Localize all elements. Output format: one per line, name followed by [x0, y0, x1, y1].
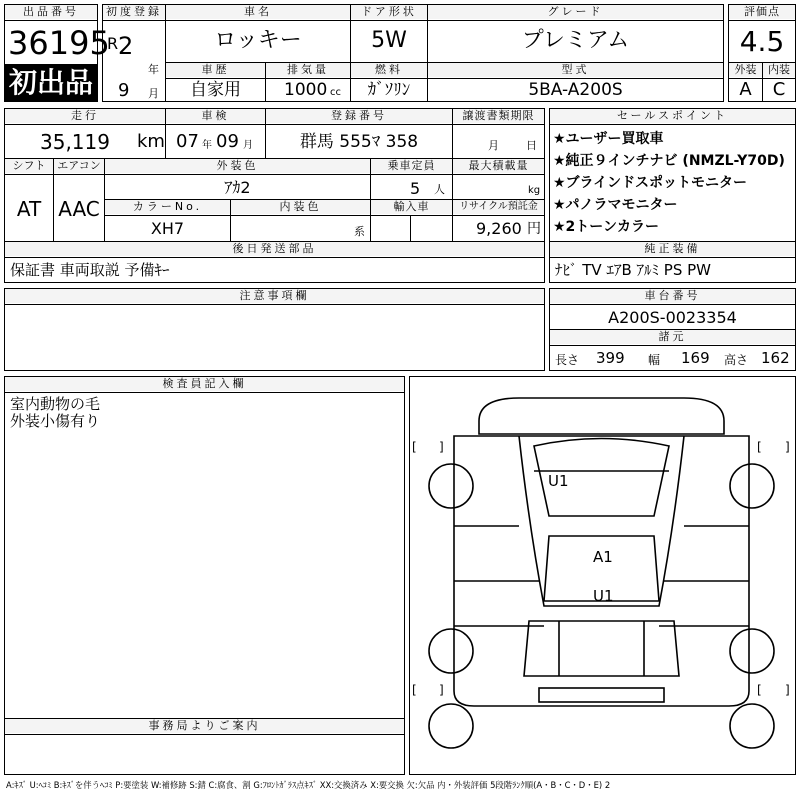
- int-score: C: [772, 79, 786, 100]
- inspector-label: 検査員記入欄: [5, 377, 404, 391]
- inspection-year: 07: [176, 131, 199, 152]
- inspection-year-unit: 年: [202, 140, 212, 151]
- wheel: [730, 629, 774, 673]
- int-color-unit: 系: [354, 225, 365, 238]
- selling-point: ★パノラマモニター: [553, 197, 678, 213]
- equipment-label: 純正装備: [550, 242, 795, 256]
- vehicle-diagram: [409, 376, 796, 775]
- import-label: 輸入車: [371, 200, 452, 214]
- month-unit: 月: [148, 87, 159, 100]
- office-label: 事務局よりご案内: [5, 719, 404, 733]
- shift-label: シフト: [5, 159, 53, 173]
- selling-point: ★2トーンカラー: [553, 219, 660, 235]
- mileage-unit: km: [137, 131, 165, 152]
- selling-point: ★ユーザー買取車: [553, 131, 664, 147]
- load-label: 最大積載量: [453, 159, 544, 173]
- color-no: XH7: [150, 219, 185, 238]
- selling-point: ★ブラインドスポットモニター: [553, 175, 747, 191]
- fuel: ｶﾞｿﾘﾝ: [367, 80, 411, 100]
- selling-points-label: セールスポイント: [550, 109, 795, 123]
- year-unit: 年: [148, 63, 159, 76]
- ext-score-label: 外装: [729, 63, 762, 77]
- chassis-number: A200S-0023354: [608, 308, 737, 327]
- first-reg-month: 9: [118, 80, 130, 101]
- mileage: 35,119: [40, 130, 110, 154]
- grade-label: グレード: [428, 5, 723, 19]
- lot-number: 36195: [8, 24, 110, 62]
- registration-label: 登録番号: [266, 109, 452, 123]
- first-reg-year: 2: [118, 32, 134, 60]
- wheel: [429, 704, 473, 748]
- specs-label: 諸元: [550, 330, 795, 344]
- damage-mark: U1: [593, 587, 614, 605]
- notes-label: 注意事項欄: [5, 289, 544, 303]
- load-unit: kg: [528, 185, 541, 196]
- fuel-label: 燃料: [351, 63, 427, 77]
- int-color-label: 内装色: [231, 200, 370, 214]
- door-type: 5W: [371, 28, 407, 53]
- recycle-amount: 9,260: [476, 219, 522, 238]
- aircon-label: エアコン: [54, 159, 104, 173]
- history-label: 車歴: [166, 63, 265, 77]
- svg-text:]: ]: [439, 440, 444, 454]
- car-name: ロッキー: [214, 28, 302, 53]
- recycle-unit: 円: [527, 221, 541, 237]
- era: R: [107, 34, 119, 53]
- aircon: AAC: [58, 197, 100, 221]
- displacement: 1000: [284, 80, 328, 100]
- shift: AT: [16, 197, 42, 221]
- svg-text:[: [: [757, 440, 762, 454]
- grade: プレミアム: [521, 28, 630, 53]
- transfer-day-unit: 日: [526, 139, 537, 152]
- inspector-box: [4, 376, 405, 775]
- height: 162: [761, 349, 790, 367]
- wheel: [429, 464, 473, 508]
- width: 169: [681, 349, 710, 367]
- car-name-label: 車名: [166, 5, 350, 19]
- svg-text:]: ]: [785, 683, 790, 697]
- selling-point: ★純正９インチナビ (NMZL-Y70D): [553, 153, 785, 169]
- height-label: 高さ: [724, 353, 749, 367]
- damage-legend: A:ｷｽﾞ U:ﾍｺﾐ B:ｷｽﾞを伴うﾍｺﾐ P:要塗装 W:補修跡 S:錆 C:腐食、割 G:ﾌﾛﾝﾄｶﾞﾗｽ点ｷｽﾞ XX:交換済み X:要交換 欠:欠品 内・外装評価 5段階ﾗﾝｸ順(A・B・C・D・E) 2: [6, 780, 611, 790]
- capacity-label: 乗車定員: [371, 159, 452, 173]
- door-label: ドア形状: [351, 5, 427, 19]
- history: 自家用: [190, 80, 241, 100]
- registration-number: 群馬 555ﾏ 358: [299, 132, 419, 152]
- later-parts: 保証書 車両取説 予備ｷｰ: [10, 261, 170, 279]
- transfer-label: 譲渡書類期限: [453, 109, 544, 123]
- transfer-month-unit: 月: [488, 139, 499, 152]
- damage-mark: U1: [548, 472, 569, 490]
- score: 4.5: [739, 25, 785, 58]
- svg-text:[: [: [412, 440, 417, 454]
- wheel: [730, 704, 774, 748]
- displacement-label: 排気量: [266, 63, 350, 77]
- lot-label: 出品番号: [5, 5, 97, 19]
- displacement-unit: cc: [330, 87, 341, 98]
- wheel: [429, 629, 473, 673]
- chassis-label: 車台番号: [550, 289, 795, 303]
- inspector-note: 室内動物の毛: [10, 395, 101, 413]
- color-no-label: カラーNo.: [105, 200, 230, 214]
- svg-text:]: ]: [785, 440, 790, 454]
- first-listing-badge: 初出品: [5, 64, 97, 101]
- mileage-label: 走行: [5, 109, 165, 123]
- length-label: 長さ: [555, 353, 580, 367]
- model-label: 型式: [428, 63, 723, 77]
- svg-text:[: [: [757, 683, 762, 697]
- length: 399: [596, 349, 625, 367]
- ext-color-label: 外装色: [105, 159, 370, 173]
- recycle-label: リサイクル預託金: [453, 200, 544, 214]
- inspection-label: 車検: [166, 109, 265, 123]
- inspection-month-unit: 月: [243, 140, 253, 151]
- capacity-unit: 人: [434, 183, 445, 196]
- first-reg-label: 初度登録: [103, 5, 165, 19]
- score-label: 評価点: [729, 5, 795, 19]
- ext-color: ｱｶ2: [224, 178, 251, 197]
- ext-score: A: [739, 79, 752, 100]
- damage-mark: A1: [593, 548, 613, 566]
- inspector-note: 外装小傷有り: [10, 412, 101, 430]
- later-parts-label: 後日発送部品: [5, 242, 544, 256]
- width-label: 幅: [648, 353, 661, 367]
- int-score-label: 内装: [763, 63, 795, 77]
- svg-text:[: [: [412, 683, 417, 697]
- svg-text:]: ]: [439, 683, 444, 697]
- wheel: [730, 464, 774, 508]
- inspection-month: 09: [216, 131, 239, 152]
- capacity: 5: [410, 179, 421, 198]
- model: 5BA-A200S: [528, 80, 623, 100]
- equipment: ﾅﾋﾞ TV ｴｱB ｱﾙﾐ PS PW: [555, 261, 711, 279]
